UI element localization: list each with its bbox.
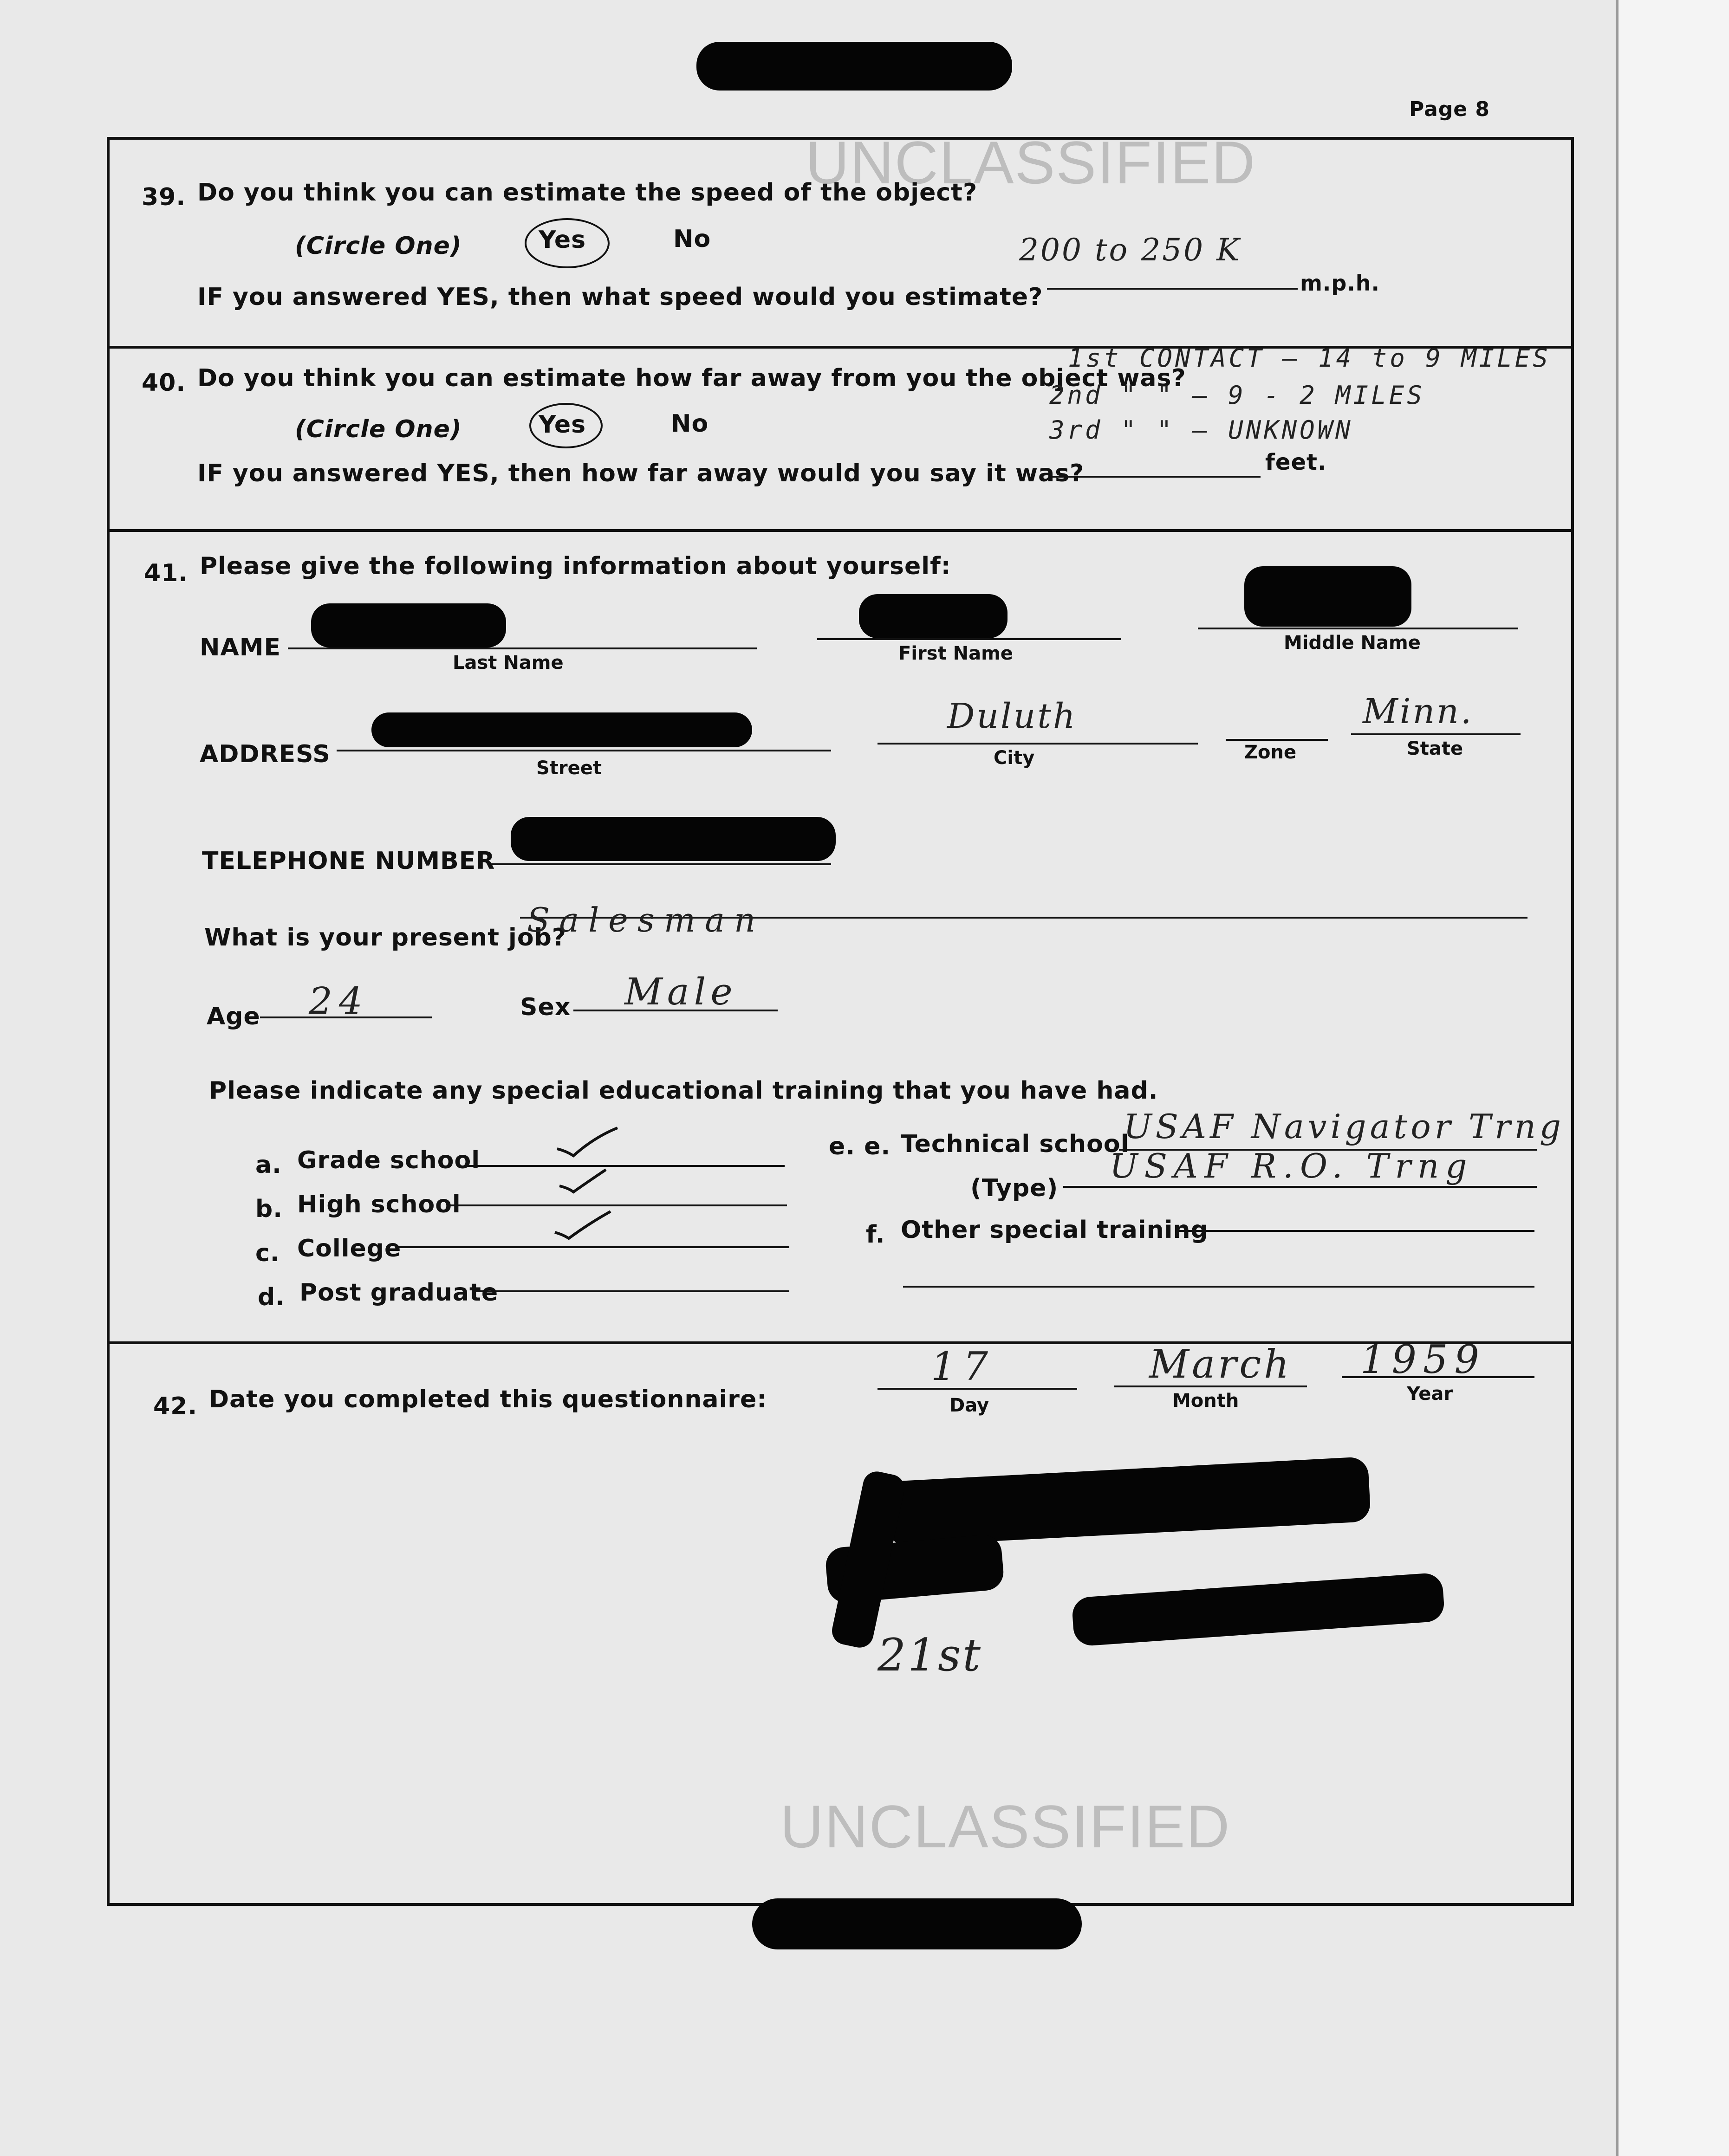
type-line[interactable] — [1063, 1186, 1537, 1188]
top-redaction — [696, 42, 1012, 91]
edu-high-letter: b. — [255, 1195, 283, 1223]
high-school-check-icon — [555, 1165, 611, 1198]
q40-circle-one: (Circle One) — [295, 415, 462, 443]
zone-caption: Zone — [1244, 742, 1297, 763]
name-label: NAME — [200, 634, 281, 661]
q39-followup: IF you answered YES, then what speed would you estimate? — [197, 283, 1043, 311]
day-line[interactable] — [878, 1388, 1077, 1390]
q39-speed-line — [1047, 288, 1298, 290]
signature-redaction — [885, 1457, 1371, 1547]
last-name-redaction — [311, 603, 506, 647]
edu-college-line[interactable] — [399, 1246, 789, 1248]
q40-number: 40. — [142, 369, 186, 397]
street-line[interactable] — [337, 750, 831, 751]
technical-value[interactable]: USAF Navigator Trng — [1124, 1107, 1565, 1146]
type-label: (Type) — [970, 1174, 1059, 1202]
q42-question: Date you completed this questionnaire: — [209, 1386, 767, 1413]
telephone-line[interactable] — [488, 863, 831, 865]
divider-40-41 — [107, 529, 1574, 532]
education-intro: Please indicate any special educational training that you have had. — [209, 1077, 1158, 1105]
q39-speed-answer[interactable]: 200 to 250 K — [1019, 232, 1242, 268]
city-caption: City — [994, 747, 1035, 769]
street-redaction — [371, 712, 752, 747]
edu-postgrad-line[interactable] — [474, 1290, 789, 1292]
q40-answer-3[interactable]: 3rd " " — UNKNOWN — [1049, 415, 1353, 445]
q40-answer-1[interactable]: 1st CONTACT — 14 to 9 MILES — [1068, 343, 1551, 373]
year-value[interactable]: 1959 — [1360, 1337, 1486, 1382]
year-caption: Year — [1407, 1383, 1453, 1405]
zone-line[interactable] — [1226, 739, 1328, 741]
q39-question: Do you think you can estimate the speed of the object? — [197, 179, 978, 207]
other-line-1[interactable] — [1177, 1230, 1534, 1232]
q39-unit: m.p.h. — [1300, 271, 1380, 296]
edu-high-label: High school — [297, 1191, 461, 1218]
edu-postgrad-label: Post graduate — [299, 1279, 499, 1307]
technical-label: Technical school — [901, 1130, 1130, 1158]
rank-redaction — [1071, 1572, 1445, 1647]
page-edge — [1616, 0, 1729, 2156]
q40-yes-option[interactable]: Yes — [539, 411, 586, 439]
month-line[interactable] — [1114, 1386, 1307, 1387]
q39-no-option[interactable]: No — [673, 225, 711, 253]
middle-name-caption: Middle Name — [1284, 632, 1421, 654]
job-value[interactable]: Salesman — [527, 900, 765, 939]
middle-name-redaction — [1244, 566, 1411, 627]
q39-number: 39. — [142, 183, 186, 211]
last-name-caption: Last Name — [453, 652, 564, 673]
street-caption: Street — [536, 758, 602, 779]
first-name-line[interactable] — [817, 638, 1121, 640]
other-label: Other special training — [901, 1216, 1209, 1244]
q39-yes-option[interactable]: Yes — [539, 226, 586, 254]
edu-college-letter: c. — [255, 1239, 280, 1267]
sex-value[interactable]: Male — [624, 970, 737, 1013]
type-value[interactable]: USAF R.O. Trng — [1110, 1146, 1474, 1185]
technical-letter: e. e. — [829, 1133, 891, 1160]
day-value[interactable]: 17 — [931, 1344, 995, 1389]
telephone-redaction — [511, 817, 836, 861]
signature-fragment: 21st — [878, 1629, 982, 1681]
edu-high-line[interactable] — [450, 1204, 787, 1206]
first-name-caption: First Name — [898, 643, 1013, 664]
bottom-redaction — [752, 1898, 1082, 1949]
box-top — [107, 137, 1574, 140]
divider-41-42 — [107, 1341, 1574, 1344]
last-name-line[interactable] — [288, 647, 757, 649]
q40-answer-2[interactable]: 2nd " " — 9 - 2 MILES — [1049, 381, 1425, 410]
age-value[interactable]: 24 — [309, 979, 369, 1023]
grade-school-check-icon — [552, 1123, 622, 1160]
address-label: ADDRESS — [200, 740, 331, 768]
q39-circle-one: (Circle One) — [295, 232, 462, 260]
q41-number: 41. — [144, 559, 188, 587]
classification-stamp-bottom: UNCLASSIFIED — [780, 1793, 1231, 1860]
other-line-2[interactable] — [903, 1286, 1534, 1288]
month-caption: Month — [1172, 1390, 1239, 1411]
year-line[interactable] — [1342, 1376, 1534, 1378]
q40-unit: feet. — [1265, 449, 1327, 475]
box-right — [1571, 137, 1574, 1905]
other-letter: f. — [866, 1221, 885, 1249]
q40-followup: IF you answered YES, then how far away would you say it was? — [197, 460, 1085, 487]
classification-stamp-top: UNCLASSIFIED — [806, 129, 1256, 196]
city-line[interactable] — [878, 743, 1198, 745]
state-line[interactable] — [1351, 733, 1521, 735]
q40-no-option[interactable]: No — [671, 410, 709, 438]
day-caption: Day — [949, 1395, 989, 1416]
telephone-label: TELEPHONE NUMBER — [202, 847, 495, 875]
edu-postgrad-letter: d. — [258, 1283, 285, 1311]
college-check-icon — [550, 1207, 615, 1244]
job-label: What is your present job? — [204, 924, 566, 952]
page-label: Page 8 — [1409, 97, 1490, 121]
age-label: Age — [207, 1003, 260, 1030]
q39-yes-circle — [525, 218, 610, 268]
q41-intro: Please give the following information about yourself: — [200, 552, 951, 580]
edu-college-label: College — [297, 1235, 402, 1263]
state-caption: State — [1407, 738, 1463, 759]
edu-grade-line[interactable] — [464, 1165, 785, 1167]
q40-question: Do you think you can estimate how far away from you the object was? — [197, 364, 1186, 392]
first-name-redaction — [859, 594, 1008, 638]
sex-label: Sex — [520, 993, 571, 1021]
edu-grade-label: Grade school — [297, 1146, 481, 1174]
q40-distance-line — [1052, 476, 1261, 478]
q40-yes-circle — [529, 403, 603, 448]
state-value[interactable]: Minn. — [1363, 692, 1474, 732]
edu-grade-letter: a. — [255, 1151, 282, 1179]
box-left — [107, 137, 110, 1905]
month-value[interactable]: March — [1149, 1341, 1292, 1387]
middle-name-line[interactable] — [1198, 628, 1518, 629]
q42-number: 42. — [153, 1392, 198, 1420]
city-value[interactable]: Duluth — [947, 696, 1077, 736]
